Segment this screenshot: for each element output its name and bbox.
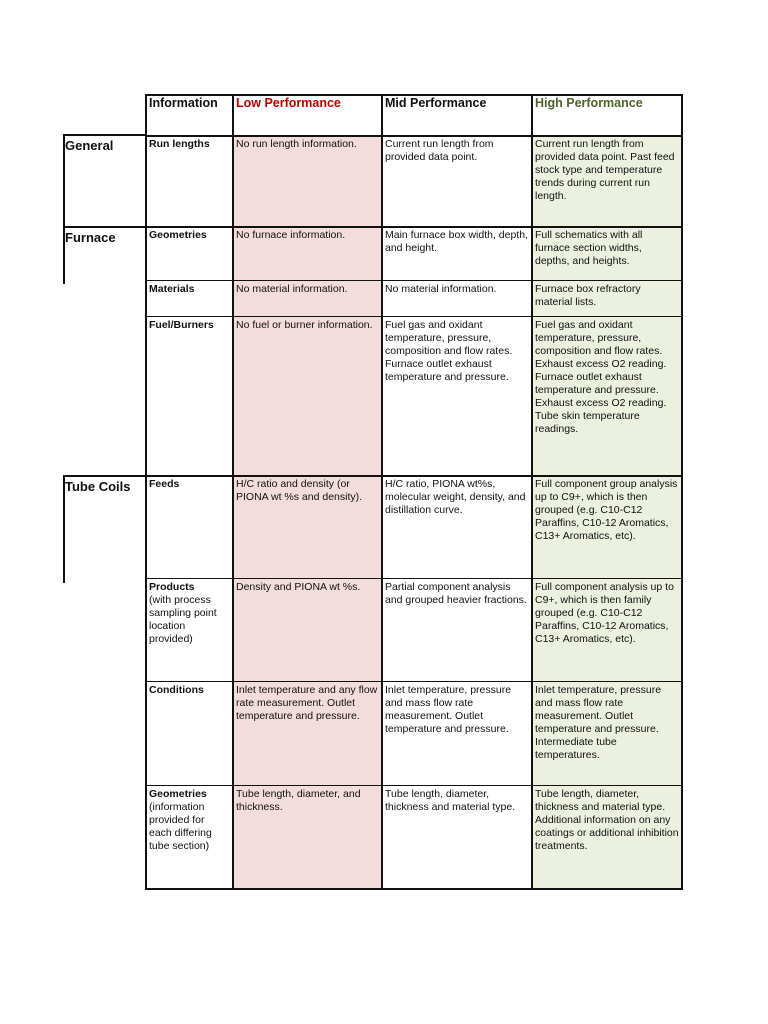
row-label-materials: Materials	[149, 283, 195, 295]
row-line-6	[145, 681, 683, 682]
cell-products-high: Full component analysis up to C9+, which is then family grouped (e.g. C10-C12 Paraffins, C10-12 Aromatics, C13+ Aromatics, etc).	[535, 581, 674, 645]
row-line-5	[145, 578, 683, 579]
cell-furnace-geometries-high: Full schematics with all furnace section widths, depths, and heights.	[535, 229, 643, 267]
cell-fuel-burners-high: Fuel gas and oxidant temperature, pressure, composition and flow rates. Exhaust excess O2 reading. Furnace outlet exhaust temperature and pressure. Exhaust excess O2 reading. Tube skin temperature readings.	[535, 319, 667, 435]
cell-tube-geometries-high: Tube length, diameter, thickness and material type. Additional information on any coatings or additional inhibition treatments.	[535, 788, 679, 852]
row-line-7	[145, 785, 683, 786]
row-label-conditions: Conditions	[149, 684, 204, 696]
cell-fuel-burners-mid: Fuel gas and oxidant temperature, pressure, composition and flow rates. Furnace outlet exhaust temperature and pressure.	[385, 319, 513, 383]
cell-conditions-high: Inlet temperature, pressure and mass flow rate measurement. Outlet temperature and pressure. Intermediate tube temperatures.	[535, 684, 662, 761]
cell-tube-geometries-mid: Tube length, diameter, thickness and material type.	[385, 788, 516, 813]
cell-conditions-low: Inlet temperature and any flow rate measurement. Outlet temperature and pressure.	[236, 684, 378, 722]
cell-run-lengths-high: Current run length from provided data point. Past feed stock type and temperature trends during current run length.	[535, 138, 675, 202]
section-label-general: General	[65, 138, 114, 153]
low-performance-column-fill	[233, 135, 381, 890]
cell-run-lengths-low: No run length information.	[236, 138, 357, 150]
header-information: Information	[149, 96, 218, 110]
header-high-performance: High Performance	[535, 96, 643, 110]
cell-feeds-mid: H/C ratio, PIONA wt%s, molecular weight, density, and distillation curve.	[385, 478, 526, 516]
cell-tube-geometries-low: Tube length, diameter, and thickness.	[236, 788, 361, 813]
row-label-feeds: Feeds	[149, 478, 180, 490]
row-label-tube-geometries: Geometries (information provided for each differing tube section)	[149, 788, 212, 852]
cell-fuel-burners-low: No fuel or burner information.	[236, 319, 373, 331]
cell-run-lengths-mid: Current run length from provided data point.	[385, 138, 494, 163]
cell-feeds-high: Full component group analysis up to C9+, which is then grouped (e.g. C10-C12 Paraffins, C10-12 Aromatics, C13+ Aromatics, etc).	[535, 478, 678, 542]
row-label-run-lengths: Run lengths	[149, 138, 210, 150]
row-note-products: (with process sampling point location provided)	[149, 594, 217, 645]
section-label-furnace: Furnace	[65, 230, 116, 245]
row-label-furnace-geometries: Geometries	[149, 229, 207, 241]
cell-furnace-geometries-mid: Main furnace box width, depth, and height.	[385, 229, 529, 254]
row-label-fuel-burners: Fuel/Burners	[149, 319, 214, 331]
cell-materials-mid: No material information.	[385, 283, 497, 295]
cell-conditions-mid: Inlet temperature, pressure and mass flow rate measurement. Outlet temperature and pressure.	[385, 684, 512, 735]
table-bottom-line	[145, 888, 683, 890]
cell-products-mid: Partial component analysis and grouped heavier fractions.	[385, 581, 527, 606]
header-low-performance: Low Performance	[236, 96, 341, 110]
header-mid-performance: Mid Performance	[385, 96, 487, 110]
cell-materials-high: Furnace box refractory material lists.	[535, 283, 641, 308]
section-label-tube-coils: Tube Coils	[65, 479, 131, 494]
row-note-tube-geometries: (information provided for each differing tube section)	[149, 801, 212, 852]
row-line-2	[145, 280, 683, 281]
cell-products-low: Density and PIONA wt %s.	[236, 581, 361, 593]
cell-materials-low: No material information.	[236, 283, 348, 295]
row-line-3	[145, 316, 683, 317]
performance-table	[63, 94, 683, 890]
cell-furnace-geometries-low: No furnace information.	[236, 229, 346, 241]
cell-feeds-low: H/C ratio and density (or PIONA wt %s and density).	[236, 478, 363, 503]
column-line-right	[681, 94, 683, 890]
row-label-products: Products (with process sampling point location provided)	[149, 581, 217, 645]
